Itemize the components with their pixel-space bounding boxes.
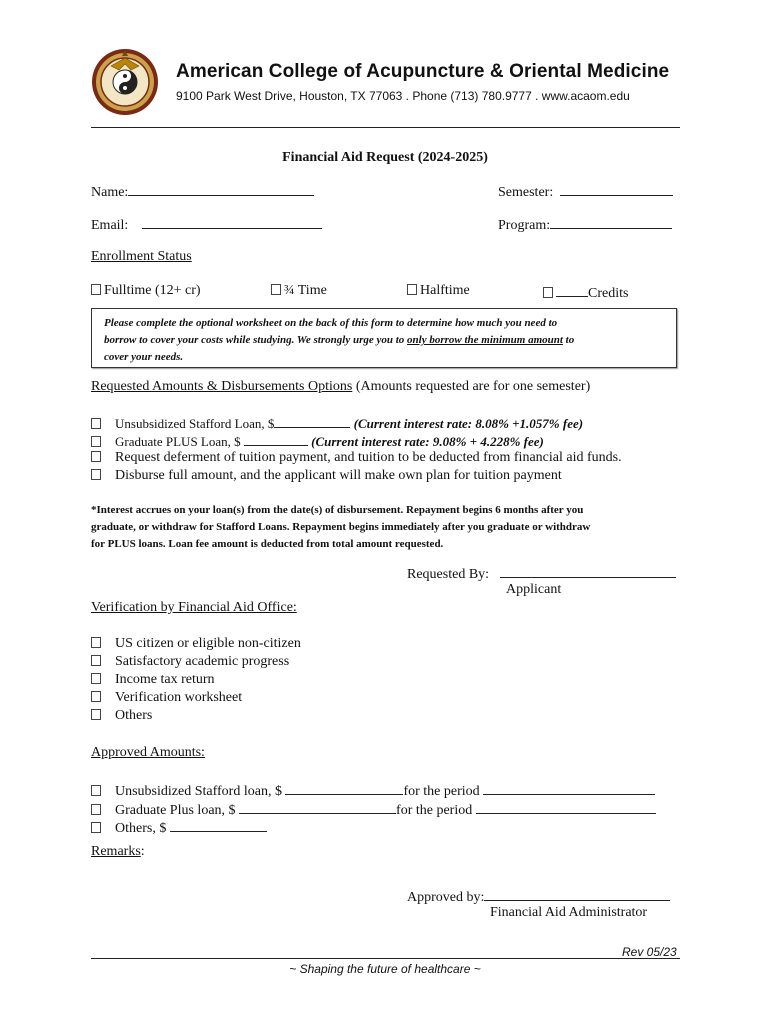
enrollment-credits-label: Credits <box>588 286 629 301</box>
request-plus-label: Graduate PLUS Loan, $ <box>115 434 244 449</box>
name-line[interactable] <box>128 182 314 196</box>
checkbox-verify-citizen[interactable] <box>91 637 101 648</box>
email-field[interactable] <box>91 215 322 234</box>
request-disburse-label: Disburse full amount, and the applicant will make own plan for tuition payment <box>115 468 562 483</box>
checkbox-credits[interactable] <box>543 287 553 298</box>
verification-item[interactable]: Satisfactory academic progress <box>91 654 289 670</box>
checkbox-three-quarter[interactable] <box>271 284 281 295</box>
request-disburse[interactable] <box>91 468 562 484</box>
enrollment-fulltime-label: Fulltime (12+ cr) <box>104 283 201 298</box>
semester-field[interactable] <box>498 182 673 201</box>
request-deferment-label: Request deferment of tuition payment, and tuition to be deducted from financial aid funds. <box>115 450 622 465</box>
checkbox-verify-progress[interactable] <box>91 655 101 666</box>
requested-heading: Requested Amounts & Disbursements Options (Amounts requested are for one semester) <box>91 379 591 394</box>
approved-by-label: Approved by: <box>407 890 485 905</box>
approved-others-amount-line[interactable] <box>170 818 267 832</box>
enrollment-three-quarter[interactable] <box>271 283 327 299</box>
approved-stafford[interactable]: Unsubsidized Stafford loan, $ for the period <box>91 781 655 800</box>
checkbox-approved-plus[interactable] <box>91 804 101 815</box>
form-title: Financial Aid Request (2024-2025) <box>282 150 488 165</box>
enrollment-halftime[interactable] <box>407 283 470 299</box>
email-label: Email: <box>91 218 129 233</box>
verification-item[interactable]: US citizen or eligible non-citizen <box>91 636 301 652</box>
program-label: Program: <box>498 218 551 233</box>
semester-line[interactable] <box>560 182 673 196</box>
interest-note: *Interest accrues on your loan(s) from the date(s) of disbursement. Repayment begins 6 months after you graduate, or withdraw for Stafford Loans. Repayment begins immediately after you graduate or withdraw for PLUS loans. Loan fee amount is deducted from total amount requested. <box>91 504 591 550</box>
verification-item[interactable]: Verification worksheet <box>91 690 242 706</box>
email-line[interactable] <box>142 215 322 229</box>
approved-plus-period-line[interactable] <box>476 800 656 814</box>
checkbox-request-deferment[interactable] <box>91 451 101 462</box>
notice-line-3: cover your needs. <box>104 351 184 363</box>
checkbox-verify-worksheet[interactable] <box>91 691 101 702</box>
checkbox-request-plus[interactable] <box>91 436 101 447</box>
college-name: American College of Acupuncture & Oriental Medicine <box>176 61 670 82</box>
semester-label: Semester: <box>498 185 554 200</box>
approved-plus-amount-line[interactable] <box>239 800 396 814</box>
checkbox-halftime[interactable] <box>407 284 417 295</box>
program-field[interactable] <box>498 215 672 234</box>
name-field[interactable] <box>91 182 314 201</box>
footer-divider <box>91 958 680 959</box>
request-stafford-amount-line[interactable] <box>274 414 350 428</box>
notice-line-2: borrow to cover your costs while studying. We strongly urge you to only borrow the minimum amount to <box>104 334 575 346</box>
enrollment-credits[interactable] <box>543 283 628 302</box>
requested-by-field[interactable] <box>407 564 676 583</box>
revision-label: Rev 05/23 <box>622 945 677 959</box>
request-plus[interactable] <box>91 432 544 451</box>
checkbox-approved-others[interactable] <box>91 822 101 833</box>
notice-emphasis: only borrow the minimum amount <box>407 334 563 346</box>
checkbox-request-disburse[interactable] <box>91 469 101 480</box>
request-stafford[interactable] <box>91 414 583 433</box>
notice-line-1: Please complete the optional worksheet on the back of this form to determine how much you need to <box>104 317 558 329</box>
request-stafford-label: Unsubsidized Stafford Loan, $ <box>115 416 275 431</box>
remarks-label: Remarks: <box>91 844 145 859</box>
approved-others[interactable]: Others, $ <box>91 818 267 837</box>
credits-line[interactable] <box>556 283 588 297</box>
checkbox-fulltime[interactable] <box>91 284 101 295</box>
verification-heading: Verification by Financial Aid Office: <box>91 600 297 615</box>
worksheet-notice <box>91 308 677 368</box>
approved-stafford-amount-line[interactable] <box>285 781 403 795</box>
request-plus-amount-line[interactable] <box>244 432 308 446</box>
checkbox-verify-others[interactable] <box>91 709 101 720</box>
enrollment-fulltime[interactable] <box>91 283 201 299</box>
approved-stafford-period-line[interactable] <box>483 781 655 795</box>
request-stafford-rate: (Current interest rate: 8.08% +1.057% fee) <box>350 416 584 431</box>
checkbox-verify-tax[interactable] <box>91 673 101 684</box>
checkbox-approved-stafford[interactable] <box>91 785 101 796</box>
approved-by-field[interactable] <box>407 887 670 906</box>
approved-heading: Approved Amounts: <box>91 745 205 760</box>
enrollment-halftime-label: Halftime <box>420 283 470 298</box>
program-line[interactable] <box>550 215 672 229</box>
college-seal-logo <box>91 48 159 116</box>
requested-by-label: Requested By: <box>407 567 490 582</box>
header-divider <box>91 127 680 128</box>
approved-by-line[interactable] <box>484 887 670 901</box>
requested-by-line[interactable] <box>500 564 676 578</box>
enrollment-three-quarter-label: ¾ Time <box>284 283 327 298</box>
admin-label: Financial Aid Administrator <box>490 905 648 920</box>
request-deferment[interactable] <box>91 450 622 466</box>
applicant-label: Applicant <box>506 582 562 597</box>
footer-motto: ~ Shaping the future of healthcare ~ <box>289 962 481 976</box>
request-plus-rate: (Current interest rate: 9.08% + 4.228% fee) <box>307 434 544 449</box>
verification-item[interactable]: Others <box>91 708 152 724</box>
approved-plus[interactable]: Graduate Plus loan, $ for the period <box>91 800 656 819</box>
enrollment-heading: Enrollment Status <box>91 249 192 264</box>
checkbox-request-stafford[interactable] <box>91 418 101 429</box>
name-label: Name: <box>91 185 129 200</box>
verification-item[interactable]: Income tax return <box>91 672 215 688</box>
college-address: 9100 Park West Drive, Houston, TX 77063 . Phone (713) 780.9777 . www.acaom.edu <box>176 89 630 103</box>
